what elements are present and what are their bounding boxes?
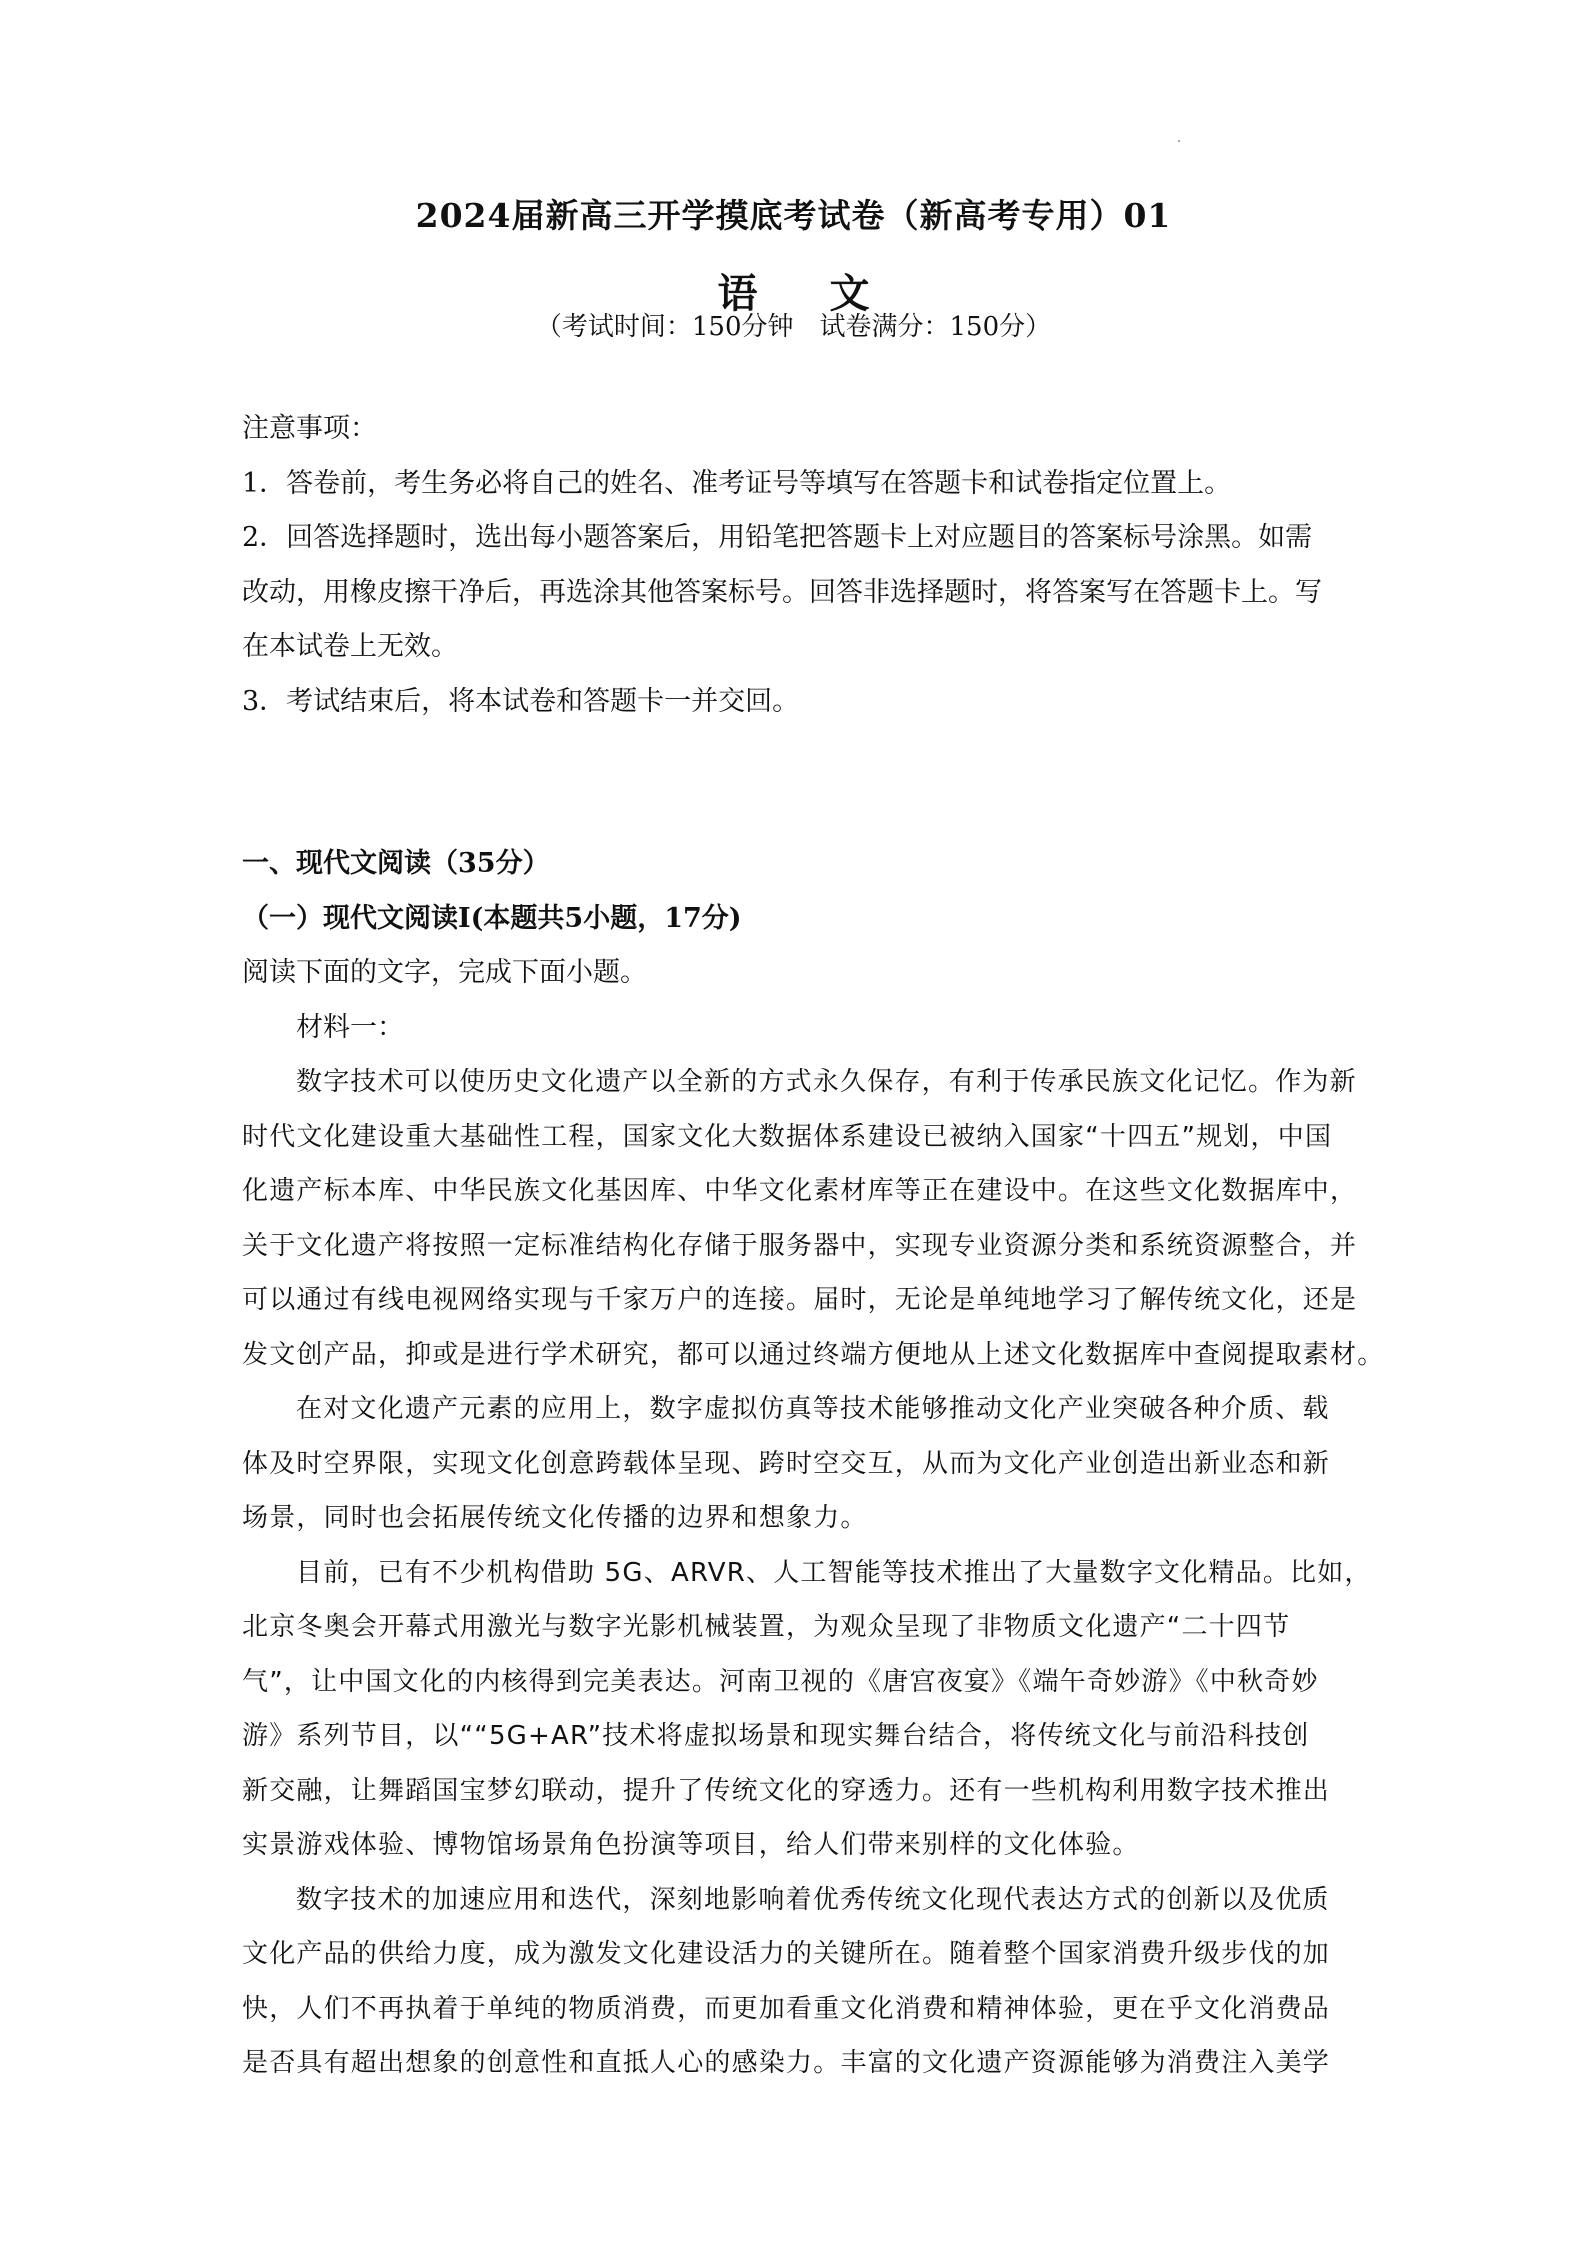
material-paragraph-line: 气”，让中国文化的内核得到完美表达。河南卫视的《唐宫夜宴》《端午奇妙游》《中秋奇妙 [242,1666,1319,1697]
material-paragraph-line: 关于文化遗产将按照一定标准结构化存储于服务器中，实现专业资源分类和系统资源整合，并 [242,1230,1358,1261]
material-paragraph-line: 目前，已有不少机构借助 5G、ARVR、人工智能等技术推出了大量数字文化精品。比如， [296,1557,1372,1588]
material-paragraph-line: 文化产品的供给力度，成为激发文化建设活力的关键所在。随着整个国家消费升级步伐的加 [242,1939,1331,1969]
scan-dot [1178,140,1180,142]
material-label: 材料一： [296,1011,404,1043]
exam-info: （考试时间：150分钟 试卷满分：150分） [535,312,1052,342]
material-paragraph-line: 体及时空界限，实现文化创意跨载体呈现、跨时空交互，从而为文化产业创造出新业态和新 [242,1448,1331,1479]
note-line: 2．回答选择题时，选出每小题答案后，用铅笔把答题卡上对应题目的答案标号涂黑。如需 [242,522,1313,553]
note-line: 1．答卷前，考生务必将自己的姓名、准考证号等填写在答题卡和试卷指定位置上。 [242,467,1232,499]
material-paragraph-line: 场景，同时也会拓展传统文化传播的边界和想象力。 [242,1503,868,1533]
material-paragraph-line: 数字技术可以使历史文化遗产以全新的方式永久保存，有利于传承民族文化记忆。作为新 [296,1067,1357,1097]
section-subheading: （一）现代文阅读Ⅰ(本题共5小题，17分) [242,902,742,934]
section-heading: 一、现代文阅读（35分） [242,848,550,879]
note-line: 3．考试结束后，将本试卷和答题卡一并交回。 [242,685,800,717]
spacer [242,729,1392,783]
exam-content [242,402,1392,2091]
section-instruction: 阅读下面的文字，完成下面小题。 [242,957,647,988]
material-paragraph-line: 是否具有超出想象的创意性和直抵人心的感染力。丰富的文化遗产资源能够为消费注入美学 [242,2048,1331,2078]
material-paragraph-line: 发文创产品，抑或是进行学术研究，都可以通过终端方便地从上述文化数据库中查阅提取素材。 [242,1339,1385,1370]
material-paragraph-line: 快，人们不再执着于单纯的物质消费，而更加看重文化消费和精神体验，更在乎文化消费品 [242,1993,1331,2024]
material-paragraph-line: 可以通过有线电视网络实现与千家万户的连接。届时，无论是单纯地学习了解传统文化，还是 [242,1285,1358,1315]
material-paragraph-line: 新交融，让舞蹈国宝梦幻联动，提升了传统文化的穿透力。还有一些机构利用数字技术推出 [242,1775,1331,1806]
material-paragraph-line: 在对文化遗产元素的应用上，数字虚拟仿真等技术能够推动文化产业突破各种介质、载 [296,1394,1330,1424]
material-paragraph-line: 游》系列节目，以““5G+AR”技术将虚拟场景和现实舞台结合，将传统文化与前沿科技创 [242,1721,1310,1751]
subject-title: 语文 [717,270,942,317]
note-line: 改动，用橡皮擦干净后，再选涂其他答案标号。回答非选择题时，将答案写在答题卡上。写 [242,576,1322,608]
note-line: 在本试卷上无效。 [242,631,458,662]
material-paragraph-line: 实景游戏体验、博物馆场景角色扮演等项目，给人们带来别样的文化体验。 [242,1830,1140,1860]
notes-heading: 注意事项： [242,413,377,444]
spacer [242,783,1392,837]
exam-title: 2024届新高三开学摸底考试卷（新高考专用）01 [415,196,1172,235]
material-paragraph-line: 数字技术的加速应用和迭代，深刻地影响着优秀传统文化现代表达方式的创新以及优质 [296,1884,1330,1915]
material-paragraph-line: 化遗产标本库、中华民族文化基因库、中华文化素材库等正在建设中。在这些文化数据库中， [242,1176,1358,1206]
material-paragraph-line: 时代文化建设重大基础性工程，国家文化大数据体系建设已被纳入国家“十四五”规划，中国 [242,1121,1333,1152]
material-paragraph-line: 北京冬奥会开幕式用激光与数字光影机械装置，为观众呈现了非物质文化遗产“二十四节 [242,1612,1291,1642]
